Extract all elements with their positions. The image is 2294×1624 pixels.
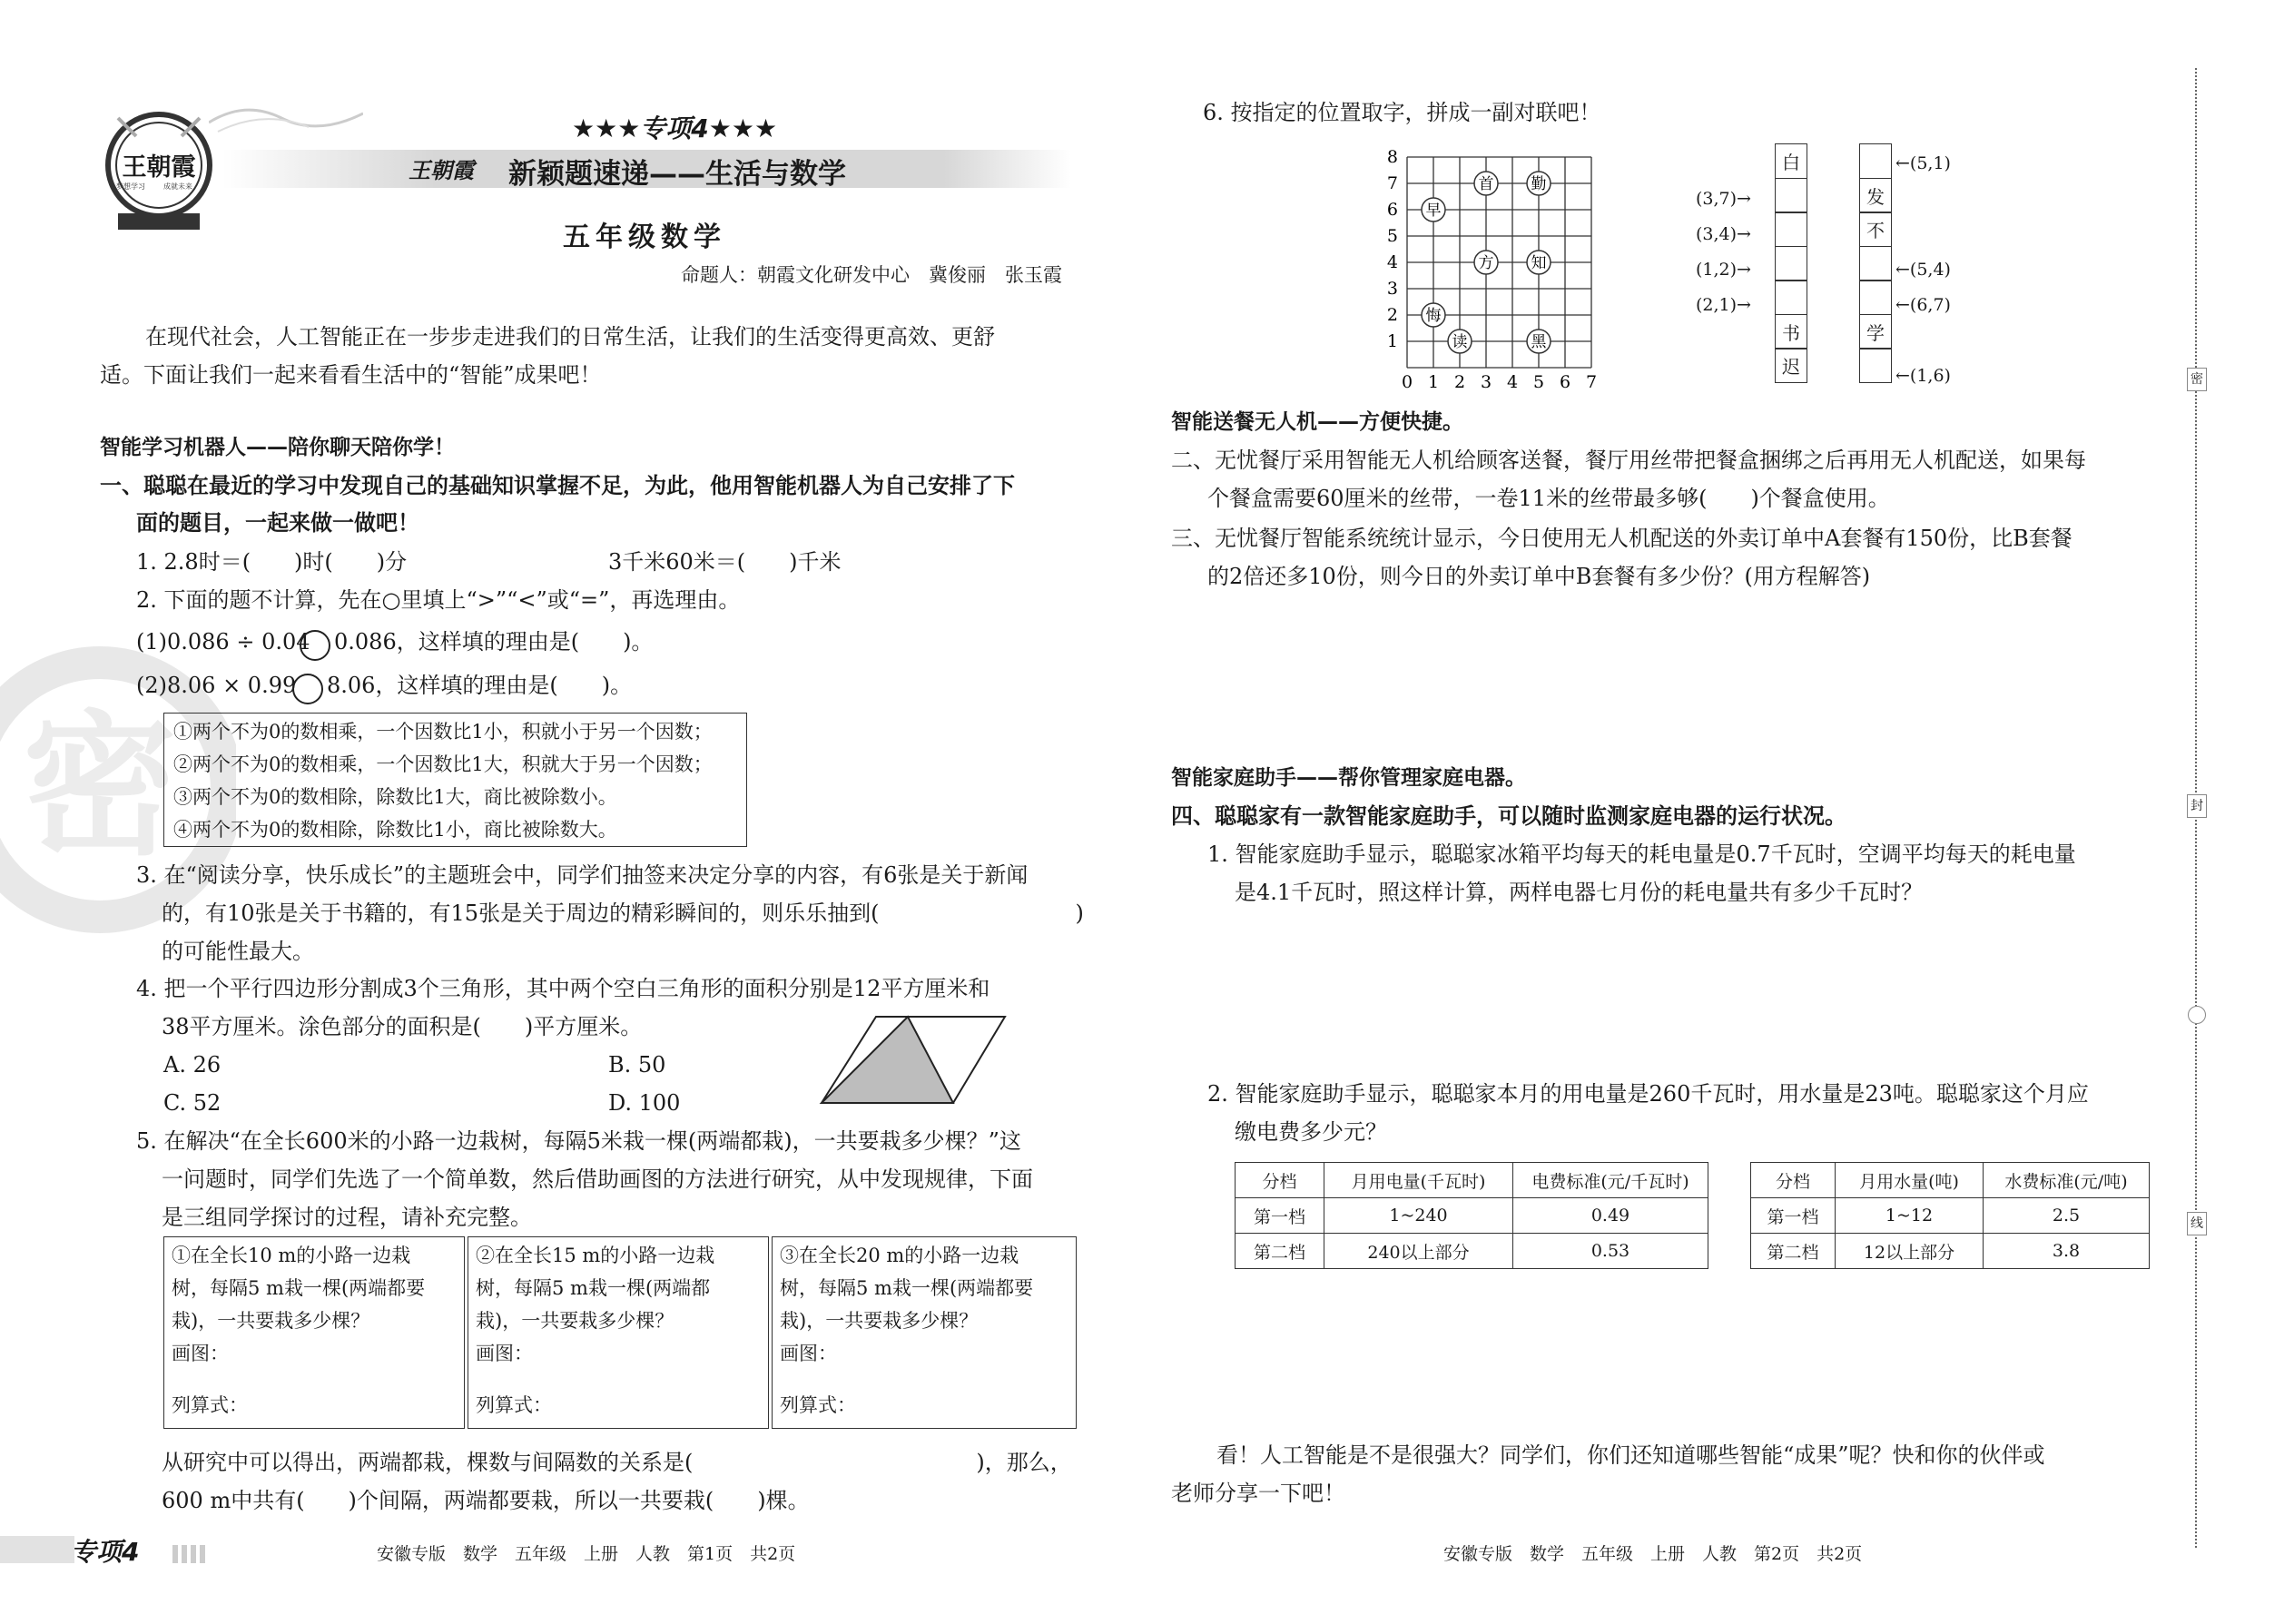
box3-line-3: 栽)，一共要栽多少棵？ [780, 1310, 979, 1332]
q1-stem-line-2: 面的题目，一起来做一做吧！ [136, 510, 419, 536]
x-tick-label: 0 [1401, 372, 1413, 392]
table-row [1236, 1198, 1708, 1234]
reason-1: ①两个不为0的数相乘，一个因数比1小，积就小于另一个因数； [173, 721, 713, 743]
q1-5-line-2: 一问题时，同学们先选了一个简单数，然后借助画图的方法进行研究，从中发现规律，下面 [162, 1166, 1033, 1192]
intro-line-1: 在现代社会，人工智能正在一步步走进我们的日常生活，让我们的生活变得更高效、更舒 [145, 324, 995, 349]
elec-r1-c3: 0.49 [1513, 1198, 1708, 1234]
electricity-table [1235, 1162, 1708, 1269]
x-tick-label: 5 [1532, 372, 1545, 392]
subject-title: 五年级数学 [563, 221, 726, 253]
right-label-1: ←(5,1) [1895, 153, 1951, 173]
grid-char: 悔 [1425, 307, 1442, 325]
footer-left-info: 安徽专版 数学 五年级 上册 人教 第1页 共2页 [377, 1544, 796, 1564]
q1-3-line-3: 的可能性最大。 [162, 939, 314, 964]
q4-2-line-1: 2. 智能家庭助手显示，聪聪家本月的用电量是260千瓦时，用水量是23吨。聪聪家这个月应 [1207, 1081, 2089, 1107]
water-table [1750, 1162, 2150, 1269]
q2-line-1: 二、无忧餐厅采用智能无人机给顾客送餐，餐厅用丝带把餐盒捆绑之后再用无人机配送，如果每 [1171, 448, 2086, 473]
couplet-left-column [1775, 143, 1807, 383]
reason-3: ③两个不为0的数相除，除数比1大，商比被除数小。 [173, 786, 617, 808]
binding-label-1: 密 [2187, 368, 2207, 391]
couplet-left-cell[interactable] [1775, 246, 1807, 281]
elec-r1-c2: 1~240 [1324, 1198, 1513, 1234]
right-label-4: ←(1,6) [1895, 366, 1951, 386]
left-label-4: (2,1)→ [1696, 295, 1751, 315]
y-tick-label: 7 [1386, 173, 1398, 193]
water-h-1: 分档 [1751, 1163, 1836, 1198]
grid-char: 读 [1452, 333, 1468, 351]
couplet-right-column [1859, 143, 1892, 383]
q1-5-line-1: 5. 在解决“在全长600米的小路一边栽树，每隔5米栽一棵(两端都栽)，一共要栽多少棵？”这 [136, 1128, 1021, 1154]
box2-line-4: 画图： [476, 1343, 533, 1364]
left-label-1: (3,7)→ [1696, 189, 1751, 209]
right-label-2: ←(5,4) [1895, 260, 1951, 280]
box2-line-2: 树，每隔5 m栽一棵(两端都 [476, 1277, 711, 1299]
q4-2-line-2: 缴电费多少元？ [1235, 1119, 1387, 1145]
box2-line-1: ②在全长15 m的小路一边栽 [476, 1245, 715, 1266]
water-r1-c1: 第一档 [1751, 1198, 1836, 1234]
compare-circle-2[interactable] [292, 674, 323, 704]
grid-char: 首 [1478, 175, 1494, 193]
water-h-2: 月用水量(吨) [1836, 1163, 1984, 1198]
brand-logo [100, 100, 218, 236]
elec-r2-c1: 第二档 [1236, 1234, 1324, 1269]
footer-label-bar [0, 1536, 74, 1563]
grid-char: 知 [1531, 254, 1547, 272]
elec-h-2: 月用电量(千瓦时) [1324, 1163, 1513, 1198]
elec-h-3: 电费标准(元/千瓦时) [1513, 1163, 1708, 1198]
section1-title: 智能学习机器人——陪你聊天陪你学！ [100, 436, 455, 459]
ribbon-decoration [209, 95, 363, 141]
box1-line-1: ①在全长10 m的小路一边栽 [172, 1245, 411, 1266]
x-tick-label: 1 [1427, 372, 1440, 392]
box3-line-1: ③在全长20 m的小路一边栽 [780, 1245, 1019, 1266]
research-box-1 [163, 1236, 465, 1429]
water-r2-c3: 3.8 [1984, 1234, 2150, 1269]
couplet-left-cell[interactable] [1775, 280, 1807, 315]
box1-line-4: 画图： [172, 1343, 229, 1364]
couplet-left-labels [1696, 182, 1751, 323]
couplet-left-cell[interactable] [1775, 212, 1807, 247]
q6-title: 6. 按指定的位置取字，拼成一副对联吧！ [1203, 100, 1601, 125]
q4-stem: 四、聪聪家有一款智能家庭助手，可以随时监测家庭电器的运行状况。 [1171, 803, 1846, 829]
logo-line-2: 成就未来 [163, 182, 192, 191]
intro-line-2: 适。下面让我们一起来看看生活中的“智能”成果吧！ [100, 362, 602, 388]
binding-label-3: 线 [2187, 1212, 2207, 1235]
q1-2: 2. 下面的题不计算，先在○里填上“>”“<”或“=”，再选理由。 [136, 587, 741, 613]
couplet-right-cell[interactable] [1859, 348, 1892, 383]
table-row [1751, 1234, 2150, 1269]
elec-h-1: 分档 [1236, 1163, 1324, 1198]
y-tick-label: 3 [1386, 279, 1398, 299]
q1-3-line-1: 3. 在“阅读分享，快乐成长”的主题班会中，同学们抽签来决定分享的内容，有6张是关于新闻 [136, 862, 1029, 888]
footer-right-info: 安徽专版 数学 五年级 上册 人教 第2页 共2页 [1443, 1544, 1863, 1564]
special-title: ★★★专项4★★★ [572, 113, 778, 143]
couplet-right-cell: 发 [1859, 178, 1892, 213]
banner-brand: 王朝霞 [409, 158, 474, 183]
couplet-right-cell[interactable] [1859, 143, 1892, 179]
q1-4-line-2: 38平方厘米。涂色部分的面积是( )平方厘米。 [162, 1014, 643, 1039]
couplet-left-cell: 白 [1775, 143, 1807, 179]
section3-title: 智能家庭助手——帮你管理家庭电器。 [1171, 766, 1526, 790]
binding-mark-2 [2188, 1006, 2206, 1024]
left-label-2: (3,4)→ [1696, 224, 1751, 244]
q1-1a: 1. 2.8时＝( )时( )分 [136, 549, 408, 575]
box1-line-2: 树，每隔5 m栽一棵(两端都要 [172, 1277, 426, 1299]
section2-title: 智能送餐无人机——方便快捷。 [1171, 410, 1463, 434]
y-tick-label: 2 [1386, 305, 1398, 325]
table-row [1236, 1234, 1708, 1269]
box3-line-4: 画图： [780, 1343, 837, 1364]
box3-calc: 列算式： [780, 1394, 856, 1416]
q1-2-1b: 0.086，这样填的理由是( )。 [334, 629, 654, 655]
option-c[interactable]: C. 52 [163, 1090, 222, 1116]
x-tick-label: 6 [1559, 372, 1571, 392]
water-header-row [1751, 1163, 2150, 1198]
reason-4: ④两个不为0的数相除，除数比1小，商比被除数大。 [173, 819, 617, 841]
option-a[interactable]: A. 26 [163, 1052, 222, 1078]
grid-char: 勤 [1531, 175, 1547, 193]
closing-line-2: 老师分享一下吧！ [1171, 1481, 1345, 1506]
couplet-right-cell[interactable] [1859, 246, 1892, 281]
water-r1-c2: 1~12 [1836, 1198, 1984, 1234]
parallelogram-figure [812, 1012, 1012, 1107]
y-tick-label: 6 [1386, 200, 1398, 220]
x-tick-label: 2 [1453, 372, 1466, 392]
q1-5-end-line-1: 从研究中可以得出，两端都栽，棵数与间隔数的关系是( )，那么， [162, 1450, 1072, 1475]
reasons-box [163, 713, 747, 847]
reason-2: ②两个不为0的数相乘，一个因数比1大，积就大于另一个因数； [173, 753, 713, 775]
grid-char: 黑 [1531, 333, 1547, 351]
water-r1-c3: 2.5 [1984, 1198, 2150, 1234]
box2-line-3: 栽)，一共要栽多少棵？ [476, 1310, 674, 1332]
q1-2-1a: (1)0.086 ÷ 0.04 [136, 629, 310, 655]
water-h-3: 水费标准(元/吨) [1984, 1163, 2150, 1198]
couplet-left-cell[interactable] [1775, 178, 1807, 213]
compare-circle-1[interactable] [300, 630, 330, 661]
q1-1b: 3千米60米＝( )千米 [608, 549, 842, 575]
x-tick-label: 7 [1585, 372, 1598, 392]
q3-line-2: 的2倍还多10份，则今日的外卖订单中B套餐有多少份？(用方程解答) [1207, 564, 1871, 589]
closing-line-1: 看！人工智能是不是很强大？同学们，你们还知道哪些智能“成果”呢？快和你的伙伴或 [1216, 1442, 2045, 1468]
research-box-2 [468, 1236, 769, 1429]
left-label-3: (1,2)→ [1696, 260, 1751, 280]
q1-2-2a: (2)8.06 × 0.99 [136, 673, 297, 698]
q1-5-line-3: 是三组同学探讨的过程，请补充完整。 [162, 1205, 532, 1230]
couplet-right-cell: 不 [1859, 212, 1892, 247]
logo-name: 王朝霞 [122, 153, 196, 182]
q1-3-line-2: 的，有10张是关于书籍的，有15张是关于周边的精彩瞬间的，则乐乐抽到( ) [162, 901, 1084, 926]
authors: 命题人：朝霞文化研发中心 冀俊丽 张玉霞 [681, 264, 1062, 286]
y-tick-label: 1 [1386, 331, 1398, 351]
box2-calc: 列算式： [476, 1394, 552, 1416]
q4-1-line-1: 1. 智能家庭助手显示，聪聪家冰箱平均每天的耗电量是0.7千瓦时，空调平均每天的耗电量 [1207, 842, 2076, 867]
q1-4-line-1: 4. 把一个平行四边形分割成3个三角形，其中两个空白三角形的面积分别是12平方厘米和 [136, 976, 990, 1001]
q1-5-end-line-2: 600 m中共有( )个间隔，两端都要栽，所以一共要栽( )棵。 [162, 1488, 810, 1513]
logo-line-1: 梦想学习 [116, 182, 145, 191]
y-tick-label: 8 [1386, 147, 1398, 167]
table-row [1751, 1198, 2150, 1234]
q1-2-2b: 8.06，这样填的理由是( )。 [327, 673, 633, 698]
banner-title: 新颖题速递——生活与数学 [508, 158, 846, 191]
elec-header-row [1236, 1163, 1708, 1198]
option-d[interactable]: D. 100 [608, 1090, 681, 1116]
footer-label: 专项4 [71, 1537, 140, 1567]
water-r2-c1: 第二档 [1751, 1234, 1836, 1269]
elec-r1-c1: 第一档 [1236, 1198, 1324, 1234]
option-b[interactable]: B. 50 [608, 1052, 666, 1078]
couplet-left-cell: 迟 [1775, 348, 1807, 383]
box3-line-2: 树，每隔5 m栽一棵(两端都要 [780, 1277, 1034, 1299]
x-tick-label: 4 [1506, 372, 1519, 392]
q4-1-line-2: 是4.1千瓦时，照这样计算，两样电器七月份的耗电量共有多少千瓦时？ [1235, 880, 1924, 905]
binding-label-2: 封 [2187, 794, 2207, 818]
box1-line-3: 栽)，一共要栽多少棵？ [172, 1310, 370, 1332]
elec-r2-c2: 240以上部分 [1324, 1234, 1513, 1269]
q3-line-1: 三、无忧餐厅智能系统统计显示，今日使用无人机配送的外卖订单中A套餐有150份，比B套餐 [1171, 526, 2072, 551]
couplet-right-cell[interactable] [1859, 280, 1892, 315]
elec-r2-c3: 0.53 [1513, 1234, 1708, 1269]
y-tick-label: 4 [1386, 252, 1398, 272]
x-tick-label: 3 [1480, 372, 1492, 392]
couplet-left-cell: 书 [1775, 314, 1807, 349]
couplet-right-cell: 学 [1859, 314, 1892, 349]
coordinate-grid [1380, 136, 1616, 399]
grid-char: 早 [1425, 202, 1442, 220]
right-label-3: ←(6,7) [1895, 295, 1951, 315]
water-r2-c2: 12以上部分 [1836, 1234, 1984, 1269]
box1-calc: 列算式： [172, 1394, 248, 1416]
svg-text:密: 密 [22, 697, 178, 877]
grid-char: 方 [1478, 254, 1494, 272]
research-box-3 [772, 1236, 1077, 1429]
y-tick-label: 5 [1386, 226, 1398, 246]
q1-stem-line-1: 一、聪聪在最近的学习中发现自己的基础知识掌握不足，为此，他用智能机器人为自己安排了下 [100, 473, 1015, 498]
footer-dots [172, 1545, 209, 1563]
q2-line-2: 个餐盒需要60厘米的丝带，一卷11米的丝带最多够( )个餐盒使用。 [1207, 486, 1890, 511]
